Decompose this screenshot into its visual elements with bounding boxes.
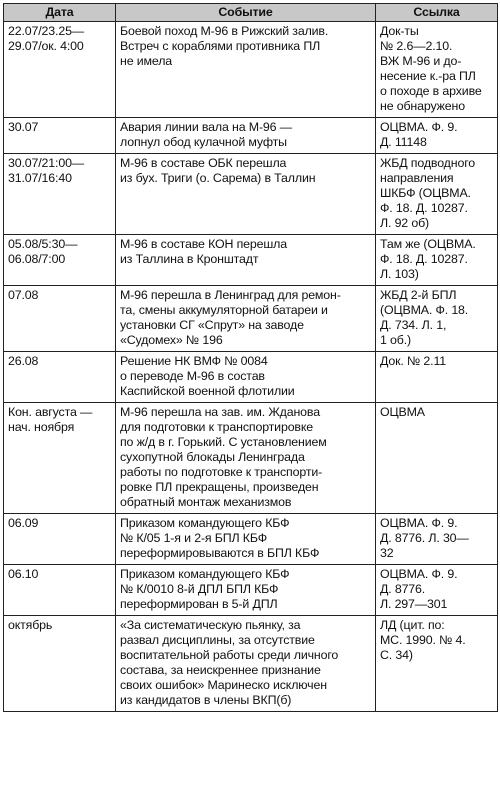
date-cell: 30.07/21:00— 31.07/16:40	[4, 154, 116, 235]
reference-cell: ОЦВМА. Ф. 9. Д. 11148	[376, 118, 498, 154]
event-cell: М-96 в составе КОН перешла из Таллина в Кронштадт	[116, 235, 376, 286]
table-row	[4, 154, 498, 235]
table-row	[4, 514, 498, 565]
date-cell: 07.08	[4, 286, 116, 352]
event-cell: М-96 перешла в Ленинград для ремон- та, смены аккумуляторной батареи и установки СГ «Спрут» на заводе «Судомех» № 196	[116, 286, 376, 352]
reference-cell: ЖБД подводного направления ШКБФ (ОЦВМА. Ф. 18. Д. 10287. Л. 92 об)	[376, 154, 498, 235]
table-row	[4, 235, 498, 286]
date-cell: 22.07/23.25— 29.07/ок. 4:00	[4, 22, 116, 118]
date-cell: Кон. августа — нач. ноября	[4, 403, 116, 514]
event-cell: «За систематическую пьянку, за развал дисциплины, за отсутствие воспитательной работы среди личного состава, за неискреннее признание своих ошибок» Маринеско исключен из кандидатов в члены ВКП(б)	[116, 616, 376, 712]
event-cell: Боевой поход М-96 в Рижский залив. Встреч с кораблями противника ПЛ не имела	[116, 22, 376, 118]
table-row	[4, 118, 498, 154]
event-cell: Решение НК ВМФ № 0084 о переводе М-96 в состав Каспийской военной флотилии	[116, 352, 376, 403]
event-cell: Приказом командующего КБФ № К/05 1-я и 2-я БПЛ КБФ переформировываются в БПЛ КБФ	[116, 514, 376, 565]
event-cell: М-96 в составе ОБК перешла из бух. Триги (о. Сарема) в Таллин	[116, 154, 376, 235]
date-cell: 06.10	[4, 565, 116, 616]
reference-cell: ОЦВМА	[376, 403, 498, 514]
reference-cell: Там же (ОЦВМА. Ф. 18. Д. 10287. Л. 103)	[376, 235, 498, 286]
date-cell: октябрь	[4, 616, 116, 712]
date-cell: 05.08/5:30— 06.08/7:00	[4, 235, 116, 286]
date-cell: 30.07	[4, 118, 116, 154]
reference-cell: ОЦВМА. Ф. 9. Д. 8776. Л. 30— 32	[376, 514, 498, 565]
reference-cell: Док. № 2.11	[376, 352, 498, 403]
table-row	[4, 403, 498, 514]
date-cell: 06.09	[4, 514, 116, 565]
event-cell: М-96 перешла на зав. им. Жданова для подготовки к транспортировке по ж/д в г. Горький. С установлением сухопутной блокады Ленинграда работы по подготовке к транспорти- ровке ПЛ прекращены, произведен обратный монтаж механизмов	[116, 403, 376, 514]
table-row	[4, 565, 498, 616]
document-page	[3, 3, 497, 808]
table-row	[4, 352, 498, 403]
header-event: Событие	[116, 4, 376, 22]
reference-cell: ЛД (цит. по: МС. 1990. № 4. С. 34)	[376, 616, 498, 712]
table-row	[4, 616, 498, 712]
reference-cell: Док-ты № 2.6—2.10. ВЖ М-96 и до- несение к.-ра ПЛ о походе в архиве не обнаружено	[376, 22, 498, 118]
header-reference: Ссылка	[376, 4, 498, 22]
reference-cell: ЖБД 2-й БПЛ (ОЦВМА. Ф. 18. Д. 734. Л. 1, 1 об.)	[376, 286, 498, 352]
reference-cell: ОЦВМА. Ф. 9. Д. 8776. Л. 297—301	[376, 565, 498, 616]
event-cell: Приказом командующего КБФ № К/0010 8-й ДПЛ БПЛ КБФ переформирован в 5-й ДПЛ	[116, 565, 376, 616]
table-header-row	[4, 4, 498, 22]
table-row	[4, 22, 498, 118]
header-date: Дата	[4, 4, 116, 22]
chronology-table	[3, 3, 498, 712]
date-cell: 26.08	[4, 352, 116, 403]
table-row	[4, 286, 498, 352]
event-cell: Авария линии вала на М-96 — лопнул обод кулачной муфты	[116, 118, 376, 154]
